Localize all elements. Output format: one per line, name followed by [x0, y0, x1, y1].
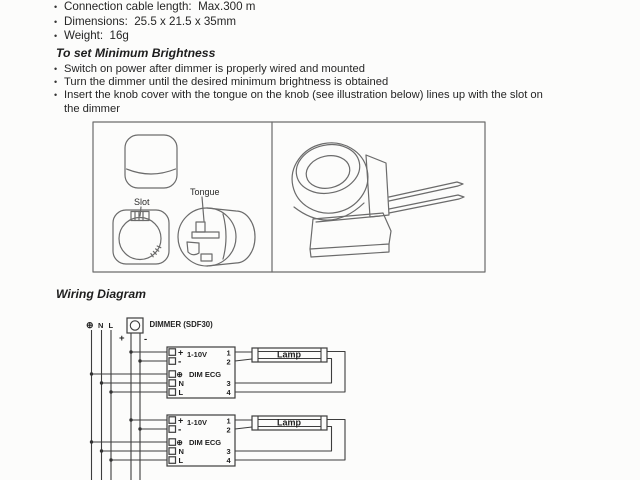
assembled-dimmer-view [286, 136, 464, 257]
tongue [196, 222, 205, 232]
junction-dot [100, 381, 103, 384]
step-text: Switch on power after dimmer is properly wired and mounted [64, 63, 365, 75]
junction-dot [90, 440, 93, 443]
junction-dot [129, 418, 132, 421]
knob-side [286, 136, 375, 220]
tongue-bar [192, 232, 219, 238]
dimmer-symbol [127, 318, 143, 333]
tongue-label: Tongue [190, 187, 220, 197]
dimmer-plus-label: + [119, 333, 125, 344]
terminal-number-3: 3 [226, 379, 231, 388]
slot-label: Slot [134, 197, 150, 207]
ecg-control-label: 1-10V [187, 350, 208, 359]
mounting-plate [366, 155, 389, 217]
terminal-number-4: 4 [226, 388, 231, 397]
illustration-border [93, 122, 485, 272]
bullet-icon: • [54, 64, 58, 74]
terminal-number-2: 2 [226, 425, 231, 435]
terminal-square [169, 417, 176, 424]
terminal-number-1: 1 [226, 348, 231, 358]
ecg-neutral-label: N [178, 379, 184, 388]
spec-list [54, 0, 255, 44]
slot-pointer-line [140, 207, 141, 216]
terminal-square [169, 457, 176, 464]
ecg-earth-symbol: ⊕ [176, 370, 183, 379]
bullet-icon: • [54, 77, 58, 88]
dimmer-label: DIMMER (SDF30) [149, 320, 213, 329]
ecg-minus-label: - [178, 356, 182, 368]
ecg-minus-label: - [178, 424, 182, 436]
wiring-diagram [0, 308, 640, 480]
terminal-square [169, 380, 176, 387]
spec-text: Dimensions: 25.5 x 21.5 x 35mm [64, 14, 237, 28]
spec-item-weight [54, 29, 255, 44]
inner-notch [201, 254, 212, 261]
ecg-earth-symbol: ⊕ [176, 438, 183, 447]
inner-rib [187, 242, 199, 255]
spec-item-cable [54, 0, 255, 15]
earth-symbol: ⊕ [86, 320, 94, 330]
terminal-number-3: 3 [226, 447, 231, 456]
step-item [54, 89, 554, 115]
knob-illustration [90, 115, 490, 280]
ecg-control-label: 1-10V [187, 418, 208, 427]
knob-cover-inside-view [178, 208, 255, 266]
lamp-lead-wires [235, 352, 252, 361]
junction-dot [109, 390, 112, 393]
dimmer-body-edge [316, 216, 380, 222]
knob-top-face [292, 139, 365, 199]
ecg-plus-label: + [178, 347, 184, 358]
terminal-number-2: 2 [226, 357, 231, 367]
terminal-square [169, 448, 176, 455]
junction-dot [138, 359, 141, 362]
lamp-label: Lamp [276, 349, 302, 360]
step-list [54, 63, 554, 116]
bullet-icon: • [54, 90, 58, 101]
lamp-lead-wires [235, 420, 252, 429]
dimmer-minus-label: - [144, 334, 148, 345]
junction-dot [109, 458, 112, 461]
ecg-unit-2 [90, 415, 345, 466]
lamp-label: Lamp [276, 417, 302, 428]
junction-dot [100, 449, 103, 452]
terminal-square [169, 371, 176, 378]
terminal-square [169, 349, 176, 356]
ecg-unit-1 [90, 347, 345, 398]
ecg-name-label: DIM ECG [189, 438, 222, 447]
step-item [54, 63, 554, 76]
terminal-number-1: 1 [226, 416, 231, 426]
knob-inner-ring [303, 152, 353, 192]
connection-wires [389, 182, 464, 213]
junction-dot [138, 427, 141, 430]
knob-cover-top-view [125, 135, 177, 188]
junction-dot [90, 372, 93, 375]
spec-text: Weight: 16g [64, 29, 129, 43]
terminal-square [169, 389, 176, 396]
lamp-1 [252, 348, 327, 362]
terminal-square [169, 426, 176, 433]
ecg-neutral-label: N [178, 447, 184, 456]
terminal-square [169, 439, 176, 446]
ecg-name-label: DIM ECG [189, 370, 222, 379]
bullet-icon: • [54, 16, 58, 27]
terminal-square [169, 358, 176, 365]
step-text: Insert the knob cover with the tongue on the knob (see illustration below) lines up with the slot on the dimmer [64, 89, 546, 115]
dimmer-front-view [113, 210, 169, 264]
step-text: Turn the dimmer until the desired minimum brightness is obtained [64, 76, 389, 89]
terminal-number-4: 4 [226, 456, 231, 465]
bullet-icon: • [54, 2, 58, 12]
spec-item-dimensions [54, 15, 255, 30]
ecg-plus-label: + [178, 415, 184, 426]
tongue-pointer-line [202, 197, 204, 221]
neutral-label: N [98, 321, 104, 330]
bullet-icon: • [54, 31, 58, 42]
spec-text: Connection cable length: Max.300 m [64, 0, 256, 13]
step-item [54, 76, 554, 89]
wiring-heading: Wiring Diagram [56, 287, 146, 301]
junction-dot [129, 350, 132, 353]
lamp-2 [252, 416, 327, 430]
ecg-live-label: L [178, 388, 184, 397]
ecg-live-label: L [178, 456, 184, 465]
live-label: L [108, 321, 114, 330]
section-heading: To set Minimum Brightness [56, 46, 216, 60]
